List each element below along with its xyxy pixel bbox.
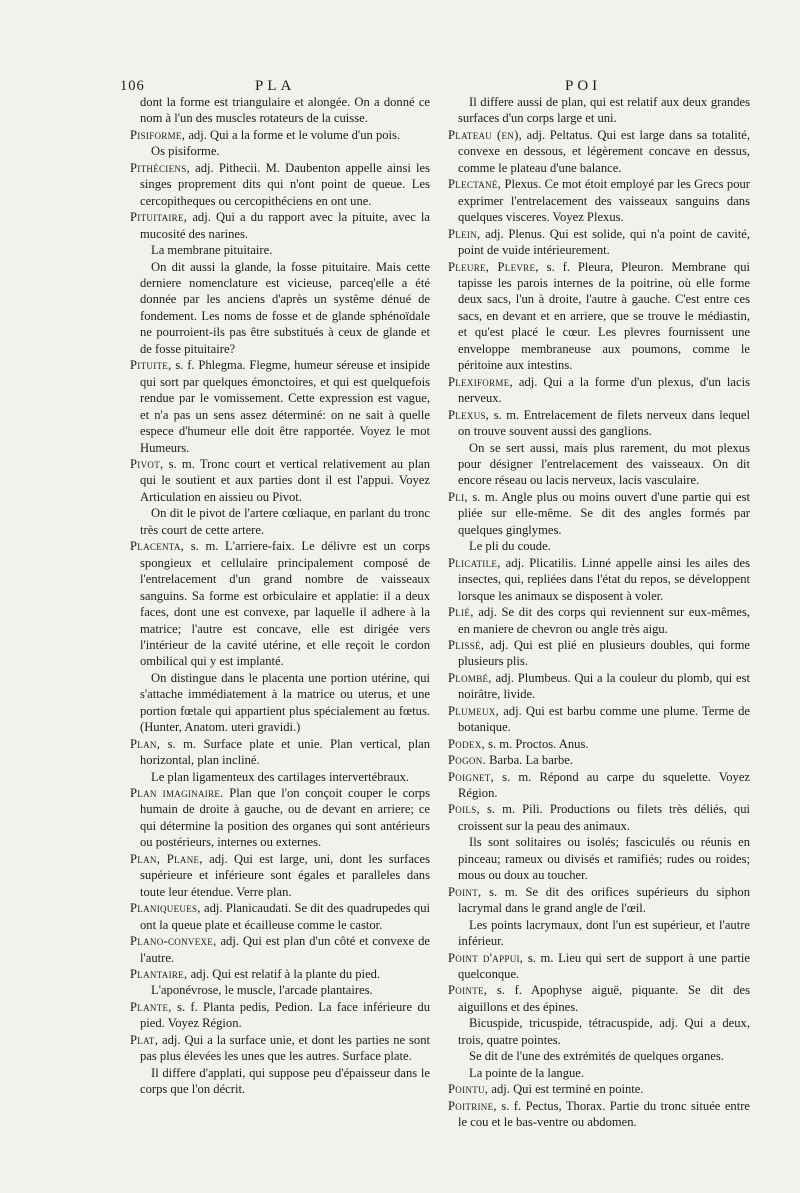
dictionary-entry (448, 752, 750, 768)
entry-headword: Poils, (448, 802, 480, 817)
entry-text: Plan que l'on conçoit couper le corps humain de droite à gauche, ou de devant en arriere; ce qui détermine la position des organes qui sont antérieurs ou postérieurs, internes ou externes. (140, 786, 430, 850)
entry-headword: Plateau (en), (448, 127, 523, 142)
entry-headword: Plectané, (448, 177, 502, 192)
entry-text: s. f. Apophyse aiguë, piquante. Se dit des aiguillons et des épines. (458, 983, 750, 1014)
entry-text: s. m. Surface plate et unie. Plan vertical, plan horizontal, plan incliné. (140, 736, 430, 768)
entry-text: s. f. Pectus, Thorax. Partie du tronc située entre le cou et le bas-ventre ou abdomen. (458, 1098, 750, 1130)
entry-text: La membrane pituitaire. (151, 243, 273, 258)
entry-paragraph (130, 769, 430, 785)
entry-headword: Plan imaginaire. (130, 786, 224, 801)
entry-text: s. m. Lieu qui sert de support à une partie quelconque. (458, 950, 750, 982)
dictionary-entry (448, 801, 750, 834)
dictionary-entry (448, 407, 750, 440)
entry-text: adj. Qui est relatif à la plante du pied. (187, 967, 381, 982)
entry-paragraph (448, 917, 750, 950)
entry-paragraph (130, 242, 430, 258)
entry-headword: Plexiforme, (448, 374, 513, 389)
page-number: 106 (120, 78, 145, 94)
entry-text: adj. Plumbeus. Qui a la couleur du plomb, qui est noirâtre, livide. (458, 670, 750, 702)
entry-headword: Plan, (130, 736, 161, 751)
entry-paragraph (130, 94, 430, 127)
dictionary-entry (130, 209, 430, 242)
entry-paragraph (448, 440, 750, 489)
entry-headword: Plexus, (448, 407, 490, 422)
entry-paragraph (448, 1065, 750, 1081)
dictionary-entry (130, 933, 430, 966)
entry-text: adj. Pithecii. M. Daubenton appelle ainsi les singes proprement dits qui n'ont point de queue. Les cercopitheques ou cercopithéciens en ont une. (140, 160, 430, 208)
entry-paragraph (448, 1015, 750, 1048)
entry-headword: Plante, (130, 999, 172, 1014)
entry-text: adj. Qui a la forme et le volume d'un pois. (185, 127, 401, 142)
entry-paragraph (130, 143, 430, 159)
entry-headword: Plicatile, (448, 555, 501, 570)
entry-text: On dit le pivot de l'artere cœliaque, en parlant du tronc très court de cette artere. (140, 506, 430, 537)
dictionary-entry (130, 538, 430, 670)
right-column (448, 94, 750, 1131)
dictionary-entry (130, 736, 430, 769)
entry-text: dont la forme est triangulaire et alongée. On a donné ce nom à l'un des muscles rotateurs de la cuisse. (140, 95, 430, 126)
entry-headword: Plan, Plane, (130, 851, 203, 866)
entry-headword: Point d'appui, (448, 950, 524, 965)
dictionary-entry (448, 1081, 750, 1097)
entry-headword: Pituitaire, (130, 210, 188, 225)
entry-text: Ils sont solitaires ou isolés; fasciculés ou réunis en pinceau; rameux ou divisés et ramifiés; rudes ou roides; mous ou doux au toucher. (458, 835, 750, 883)
dictionary-entry (130, 160, 430, 209)
entry-text: s. f. Planta pedis, Pedion. La face inférieure du pied. Voyez Région. (140, 999, 430, 1031)
entry-text: Il differe d'applati, qui suppose peu d'épaisseur dans le corps que l'on décrit. (140, 1065, 430, 1097)
entry-text: Le plan ligamenteux des cartilages intervertébraux. (151, 769, 410, 784)
entry-headword: Poignet, (448, 769, 495, 784)
entry-headword: Pogon. (448, 753, 486, 768)
dictionary-entry (130, 851, 430, 900)
entry-text: s. m. Répond au carpe du squelette. Voyez Région. (458, 769, 750, 801)
dictionary-entry (448, 982, 750, 1015)
entry-text: Les points lacrymaux, dont l'un est supérieur, et l'autre inférieur. (458, 917, 750, 949)
entry-text: adj. Qui est plan d'un côté et convexe de l'autre. (140, 934, 430, 965)
entry-text: On se sert aussi, mais plus rarement, du mot plexus pour désigner l'entrelacement des vaisseaux. On dit encore réseau ou lacis nerveux, lacis vasculaire. (458, 440, 750, 488)
entry-headword: Plano-convexe, (130, 934, 217, 949)
entry-headword: Pituite, (130, 358, 172, 373)
dictionary-entry (130, 456, 430, 505)
dictionary-entry (448, 769, 750, 802)
entry-text: La pointe de la langue. (469, 1065, 585, 1080)
entry-text: s. m. Pili. Productions ou filets très déliés, qui croissent sur la peau des animaux. (458, 802, 750, 833)
entry-headword: Pisiforme, (130, 127, 186, 142)
entry-headword: Plumeux, (448, 703, 500, 718)
entry-text: Bicuspide, tricuspide, tétracuspide, adj. Qui a deux, trois, quatre pointes. (458, 1016, 750, 1047)
entry-text: Os pisiforme. (151, 144, 220, 159)
entry-headword: Plantaire, (130, 967, 188, 982)
entry-headword: Podex, (448, 736, 485, 751)
entry-text: s. m. Se dit des orifices supérieurs du siphon lacrymal dans le grand angle de l'œil. (458, 884, 750, 916)
entry-text: adj. Plicatilis. Linné appelle ainsi les ailes des insectes, qui, repliées dans l'état du repos, se développent lorsque les animaux se disposent à voler. (458, 555, 750, 603)
dictionary-entry (448, 127, 750, 176)
dictionary-entry (130, 785, 430, 851)
entry-text: Barba. La barbe. (485, 753, 574, 768)
dictionary-entry (130, 966, 430, 982)
entry-headword: Plié, (448, 605, 474, 620)
entry-paragraph (130, 982, 430, 998)
entry-text: s. m. Entrelacement de filets nerveux dans lequel on trouve souvent aussi des ganglions. (458, 407, 750, 439)
entry-text: On distingue dans le placenta une portion utérine, qui s'attache immédiatement à la matrice ou uterus, et une portion fœtale qui appartient plus spécialement au fœtus. (Hunter, Anatom. uteri gravidi.) (140, 670, 430, 735)
entry-headword: Planiqueues, (130, 901, 201, 916)
entry-text: adj. Qui a la forme d'un plexus, d'un lacis nerveux. (458, 374, 750, 406)
entry-text: s. m. Proctos. Anus. (484, 736, 589, 751)
entry-text: Se dit de l'une des extrémités de quelques organes. (469, 1049, 724, 1064)
entry-text: s. f. Phlegma. Flegme, humeur séreuse et insipide qui sort par quelques émonctoires, et qui est quelquefois rendue par le vomissement. Cette expression est vague, et n'a pas un sens assez déterminé: on ne sait à quelle espece d'humeur elle doit être rapportée. Voyez le mot Humeurs. (140, 358, 430, 455)
entry-text: Le pli du coude. (469, 539, 551, 554)
entry-text: s. m. Angle plus ou moins ouvert d'une partie qui est pliée sur elle-même. Se dit des angles formés par quelques ginglymes. (458, 489, 750, 537)
entry-text: adj. Peltatus. Qui est large dans sa totalité, convexe en dessous, et légèrement concave en dessus, comme le plateau d'une balance. (458, 127, 750, 175)
entry-headword: Plombé, (448, 670, 492, 685)
entry-paragraph (130, 670, 430, 736)
entry-paragraph (130, 1065, 430, 1098)
entry-text: s. m. L'arriere-faix. Le délivre est un corps spongieux et cellulaire principalement composé de l'entrelacement d'un grand nombre de vaisseaux sanguins. Sa forme est orbiculaire et applatie: il a deux faces, dont une est convexe, par laquelle il adhere à la matrice; l'autre est concave, elle est dirigée vers l'intérieur de la cavité utérine, et elle reçoit le cordon ombilical qui y est implanté. (140, 539, 430, 669)
entry-text: adj. Qui a du rapport avec la pituite, avec la mucosité des narines. (140, 210, 430, 241)
entry-text: adj. Qui est barbu comme une plume. Terme de botanique. (458, 703, 750, 735)
entry-headword: Plein, (448, 226, 481, 241)
entry-text: adj. Plenus. Qui est solide, qui n'a point de cavité, point de vuide intérieurement. (458, 226, 750, 258)
entry-paragraph (448, 1048, 750, 1064)
entry-headword: Plat, (130, 1032, 159, 1047)
dictionary-entry (448, 226, 750, 259)
dictionary-entry (448, 950, 750, 983)
entry-paragraph (130, 505, 430, 538)
dictionary-entry (448, 176, 750, 225)
entry-text: adj. Qui a la surface unie, et dont les parties ne sont pas plus élevées les unes que les autres. Surface plate. (140, 1032, 430, 1064)
entry-text: adj. Qui est terminé en pointe. (488, 1082, 644, 1097)
entry-text: adj. Planicaudati. Se dit des quadrupedes qui ont la queue plate et écailleuse comme le castor. (140, 901, 430, 932)
entry-headword: Pleure, Plevre, (448, 259, 539, 274)
entry-headword: Pithéciens, (130, 160, 190, 175)
dictionary-entry (448, 374, 750, 407)
dictionary-entry (130, 127, 430, 143)
dictionary-entry (448, 670, 750, 703)
entry-text: Plexus. Ce mot étoit employé par les Grecs pour exprimer l'entrelacement des vaisseaux sanguins dans quelques visceres. Voyez Plexus. (458, 177, 750, 225)
entry-headword: Plissé, (448, 637, 485, 652)
dictionary-entry (448, 489, 750, 538)
dictionary-entry (130, 1032, 430, 1065)
dictionary-entry (448, 884, 750, 917)
dictionary-entry (448, 1098, 750, 1131)
entry-headword: Placenta, (130, 539, 185, 554)
entry-paragraph (130, 259, 430, 358)
entry-headword: Pli, (448, 489, 468, 504)
entry-headword: Poitrine, (448, 1098, 497, 1113)
right-running-head: POI (565, 78, 602, 94)
dictionary-entry (448, 259, 750, 374)
entry-headword: Pivot, (130, 456, 164, 471)
entry-text: L'aponévrose, le muscle, l'arcade plantaires. (151, 983, 373, 998)
dictionary-entry (448, 703, 750, 736)
dictionary-entry (448, 637, 750, 670)
dictionary-entry (448, 604, 750, 637)
entry-paragraph (448, 834, 750, 883)
dictionary-entry (130, 357, 430, 456)
left-running-head: PLA (255, 78, 296, 94)
entry-headword: Pointe, (448, 983, 488, 998)
entry-text: Il differe aussi de plan, qui est relatif aux deux grandes surfaces d'un corps large et uni. (458, 95, 750, 126)
entry-headword: Point, (448, 884, 482, 899)
left-column (130, 94, 430, 1098)
entry-paragraph (448, 538, 750, 554)
entry-text: adj. Qui est large, uni, dont les surfaces supérieure et inférieure sont égales et paralleles dans toute leur étendue. Verre plan. (140, 851, 430, 899)
entry-headword: Pointu, (448, 1082, 489, 1097)
dictionary-entry (448, 555, 750, 604)
dictionary-entry (448, 736, 750, 752)
dictionary-entry (130, 900, 430, 933)
entry-text: On dit aussi la glande, la fosse pituitaire. Mais cette derniere nomenclature est vicieuse, parceq'elle a été donnée par les anciens d'après un systême dénué de fondement. Les noms de fosse et de glande sphénoïdale ne pourroient-ils pas être substitués à ceux de glande et de fosse pituitaire? (140, 259, 430, 356)
entry-text: adj. Qui est plié en plusieurs doubles, qui forme plusieurs plis. (458, 637, 750, 669)
dictionary-entry (130, 999, 430, 1032)
entry-text: adj. Se dit des corps qui reviennent sur eux-mêmes, en maniere de chevron ou angle très aigu. (458, 605, 750, 636)
entry-paragraph (448, 94, 750, 127)
entry-text: s. m. Tronc court et vertical relativement au plan qui le soutient et aux parties dont il est l'appui. Voyez Articulation en aissieu ou Pivot. (140, 456, 430, 504)
entry-text: s. f. Pleura, Pleuron. Membrane qui tapisse les parois internes de la poitrine, où elle forme deux sacs, l'un à droite, l'autre à gauche. C'est entre ces sacs, en devant et en arriere, que se trouve le médiastin, et qu'est placé le cœur. Les plevres fournissent une enveloppe membraneuse aux poumons, comme le péritoine aux intestins. (458, 259, 750, 373)
